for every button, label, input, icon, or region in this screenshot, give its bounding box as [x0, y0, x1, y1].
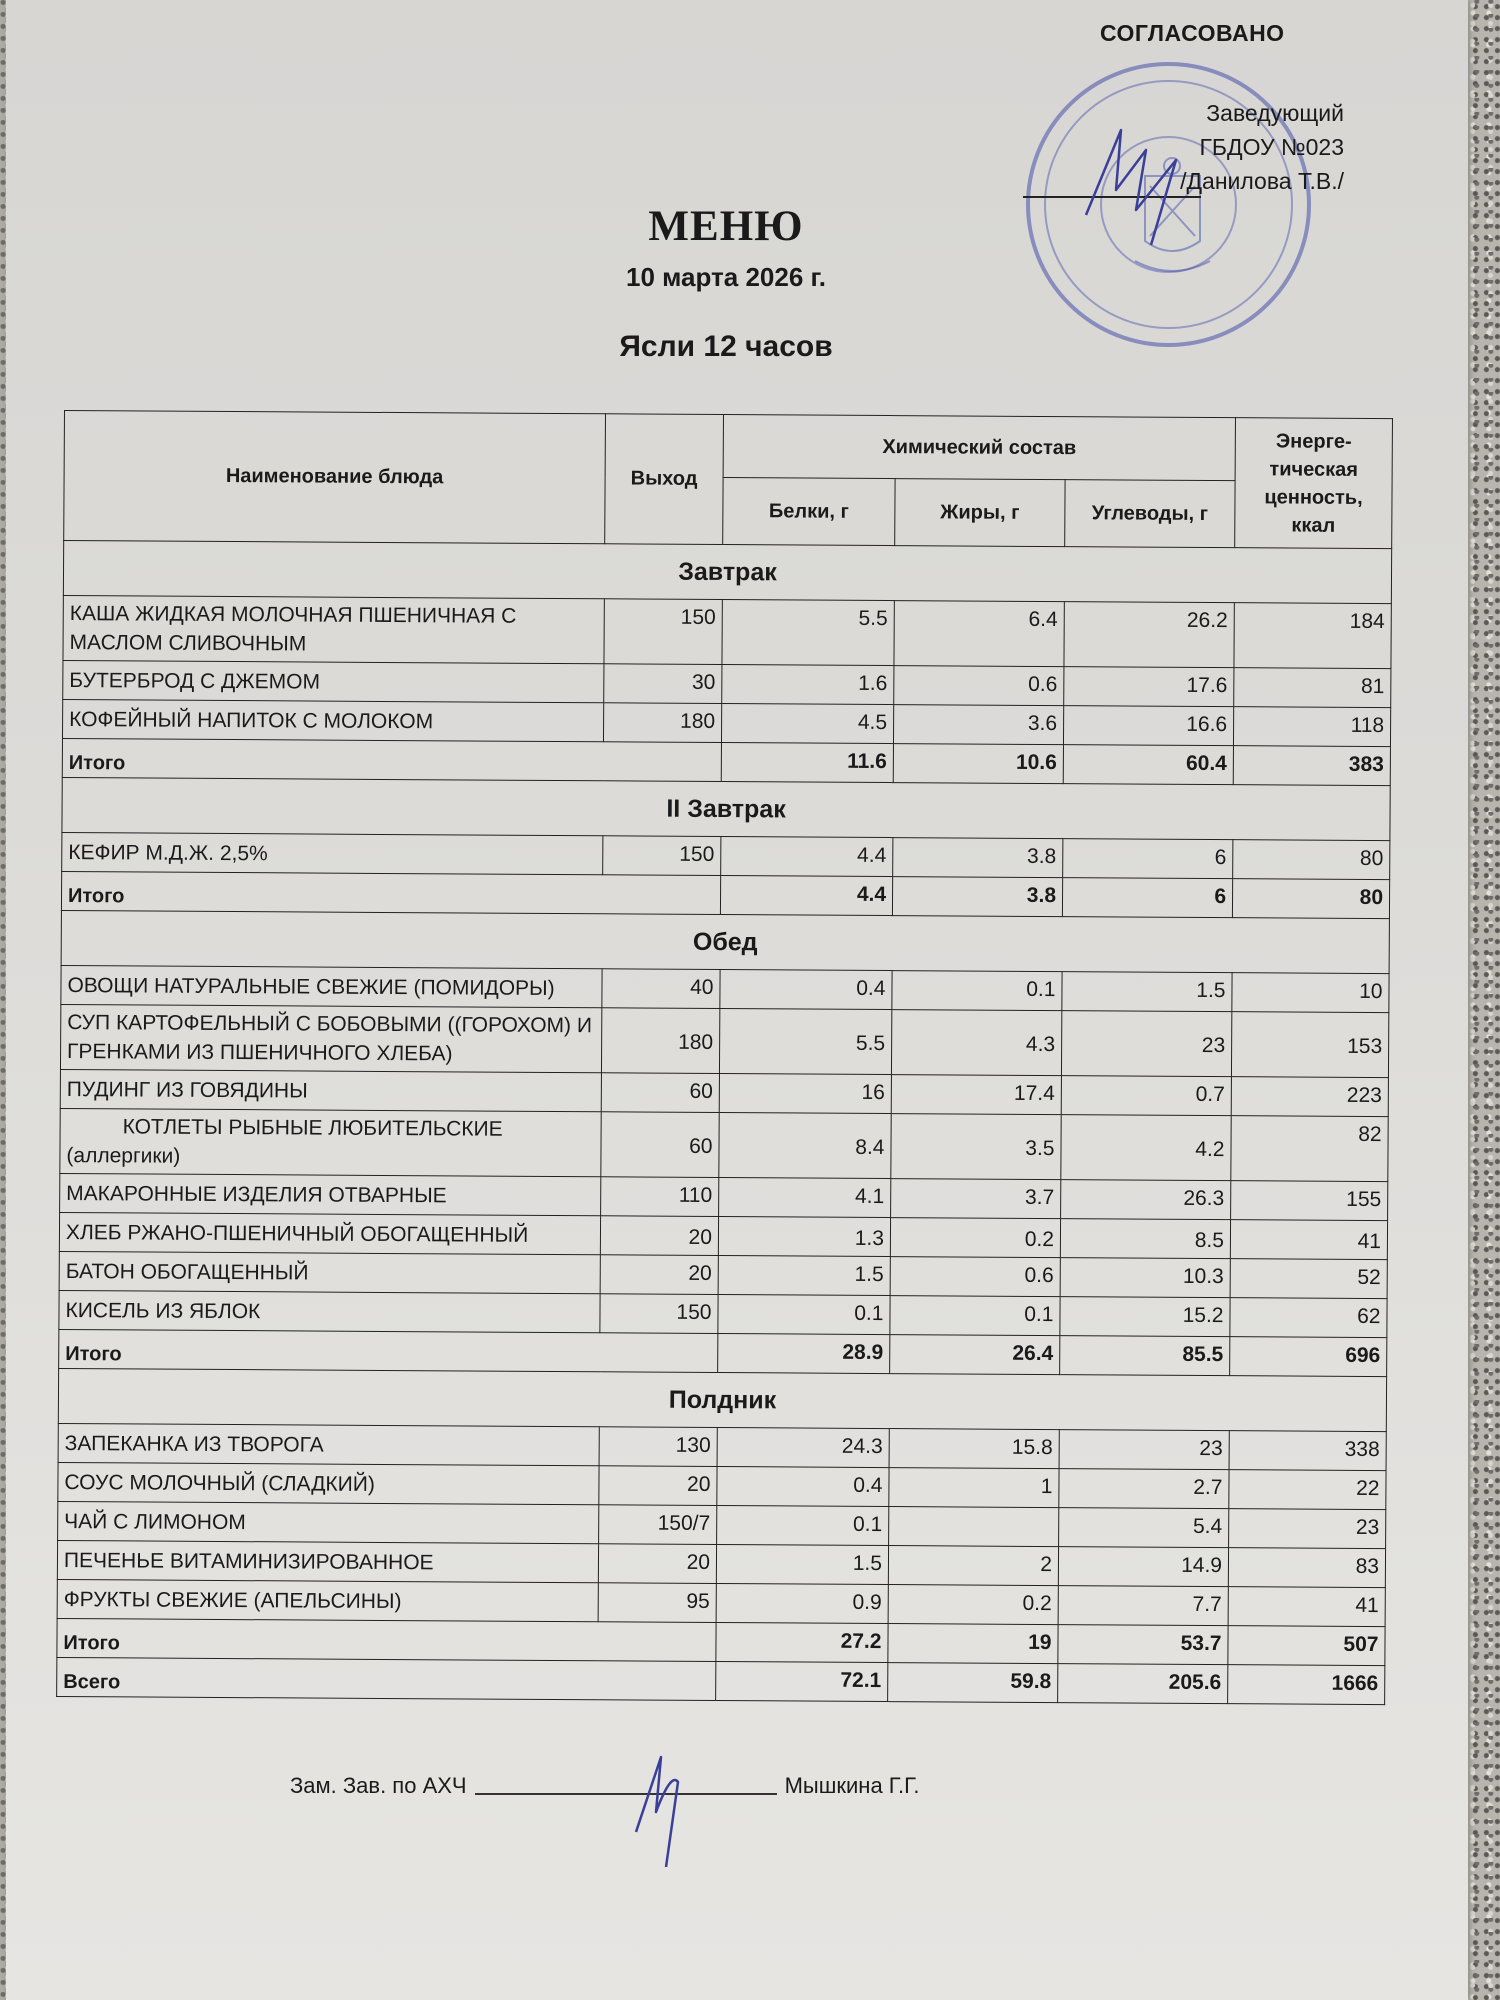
dish-portion: 150 — [603, 836, 721, 876]
dish-proteins: 5.5 — [722, 600, 894, 666]
grand-total-proteins: 72.1 — [716, 1662, 888, 1702]
grand-total-label: Всего — [57, 1657, 716, 1700]
approver-position: Заведующий — [1206, 100, 1344, 126]
dish-kcal: 118 — [1234, 707, 1391, 747]
dish-kcal: 52 — [1230, 1259, 1387, 1299]
section-breakfast — [63, 541, 1391, 604]
dish-carbs: 15.2 — [1060, 1297, 1230, 1337]
dish-name: КАША ЖИДКАЯ МОЛОЧНАЯ ПШЕНИЧНАЯ С МАСЛОМ СЛИВОЧНЫМ — [63, 595, 604, 663]
dish-portion: 180 — [603, 703, 721, 743]
section-lunch — [61, 910, 1389, 973]
dish-name: ЗАПЕКАНКА ИЗ ТВОРОГА — [58, 1423, 599, 1465]
dish-name: ХЛЕБ РЖАНО-ПШЕНИЧНЫЙ ОБОГАЩЕННЫЙ — [59, 1212, 600, 1254]
dish-name: ЧАЙ С ЛИМОНОМ — [58, 1501, 599, 1543]
approver-name: /Данилова Т.В./ — [1180, 168, 1344, 194]
dish-fats — [889, 1507, 1059, 1547]
dish-name: СОУС МОЛОЧНЫЙ (СЛАДКИЙ) — [58, 1462, 599, 1504]
dish-fats: 3.6 — [893, 705, 1063, 745]
dish-fats: 0.2 — [890, 1218, 1060, 1258]
dish-carbs: 10.3 — [1060, 1258, 1230, 1298]
dish-proteins: 0.9 — [716, 1584, 888, 1624]
dish-name: КЕФИР М.Д.Ж. 2,5% — [62, 832, 603, 874]
dish-fats: 0.1 — [892, 971, 1062, 1011]
dish-proteins: 5.5 — [719, 1009, 891, 1075]
dish-carbs: 4.2 — [1061, 1115, 1231, 1181]
dish-proteins: 24.3 — [717, 1428, 889, 1468]
dish-carbs: 26.3 — [1061, 1180, 1231, 1220]
footer-signatory: Мышкина Г.Г. — [784, 1773, 920, 1798]
total-fats: 3.8 — [892, 877, 1062, 917]
total-proteins: 27.2 — [716, 1623, 888, 1663]
dish-proteins: 4.4 — [721, 837, 893, 877]
dish-portion: 20 — [599, 1466, 717, 1506]
dish-kcal: 155 — [1231, 1181, 1388, 1221]
dish-portion: 180 — [601, 1008, 719, 1074]
dish-fats: 3.5 — [891, 1114, 1061, 1180]
dish-fats: 17.4 — [891, 1075, 1061, 1115]
dish-carbs: 6 — [1063, 839, 1233, 879]
dish-fats: 3.8 — [893, 838, 1063, 878]
dish-kcal: 153 — [1231, 1012, 1388, 1078]
dish-name: БАТОН ОБОГАЩЕННЫЙ — [59, 1251, 600, 1293]
dish-fats: 1 — [889, 1468, 1059, 1508]
total-kcal: 383 — [1233, 746, 1390, 786]
dish-carbs: 1.5 — [1062, 972, 1232, 1012]
dish-kcal: 41 — [1230, 1220, 1387, 1260]
total-label: Итого — [62, 738, 721, 781]
dish-proteins: 1.5 — [716, 1545, 888, 1585]
dish-portion: 20 — [600, 1255, 718, 1295]
total-carbs: 85.5 — [1060, 1336, 1230, 1376]
dish-carbs: 23 — [1061, 1011, 1231, 1077]
dish-fats: 15.8 — [889, 1429, 1059, 1469]
grand-total-fats: 59.8 — [888, 1663, 1058, 1703]
dish-name: ПУДИНГ ИЗ ГОВЯДИНЫ — [60, 1069, 601, 1111]
dish-proteins: 8.4 — [719, 1113, 891, 1179]
grand-total-kcal: 1666 — [1228, 1665, 1385, 1705]
dish-proteins: 1.3 — [718, 1217, 890, 1257]
dish-proteins: 4.5 — [721, 704, 893, 744]
dish-proteins: 16 — [719, 1074, 891, 1114]
dish-name: СУП КАРТОФЕЛЬНЫЙ С БОБОВЫМИ ((ГОРОХОМ) И ГРЕНКАМИ ИЗ ПШЕНИЧНОГО ХЛЕБА) — [60, 1004, 601, 1072]
table-row — [63, 595, 1391, 668]
dish-fats: 0.6 — [894, 666, 1064, 706]
dish-carbs: 5.4 — [1059, 1508, 1229, 1548]
dish-fats: 0.1 — [890, 1296, 1060, 1336]
dish-kcal: 82 — [1231, 1116, 1388, 1182]
dish-kcal: 184 — [1234, 603, 1391, 669]
section-title: Завтрак — [63, 541, 1391, 604]
menu-document — [6, 0, 1468, 2000]
total-label: Итого — [61, 871, 720, 914]
dish-proteins: 0.4 — [717, 1467, 889, 1507]
total-label: Итого — [59, 1329, 718, 1372]
dish-portion: 130 — [599, 1427, 717, 1467]
dish-fats: 2 — [888, 1546, 1058, 1586]
dish-proteins: 4.1 — [719, 1178, 891, 1218]
section-second-breakfast — [62, 777, 1390, 840]
dish-portion: 40 — [602, 969, 720, 1009]
dish-portion: 150/7 — [599, 1505, 717, 1545]
section-title: Обед — [61, 910, 1389, 973]
dish-name: КОТЛЕТЫ РЫБНЫЕ ЛЮБИТЕЛЬСКИЕ — [122, 1115, 503, 1141]
footer-position: Зам. Зав. по АХЧ — [290, 1773, 467, 1798]
dish-carbs: 17.6 — [1064, 667, 1234, 707]
header-chemical-composition: Химический состав — [723, 415, 1235, 481]
dish-name: ПЕЧЕНЬЕ ВИТАМИНИЗИРОВАННОЕ — [57, 1540, 598, 1582]
dish-kcal: 41 — [1228, 1587, 1385, 1627]
total-kcal: 80 — [1232, 879, 1389, 919]
dish-portion: 110 — [601, 1177, 719, 1217]
approver-organization: ГБДОУ №023 — [1199, 134, 1344, 160]
dish-fats: 0.2 — [888, 1585, 1058, 1625]
document-date: 10 марта 2026 г. — [626, 262, 826, 292]
dish-carbs: 23 — [1059, 1430, 1229, 1470]
dish-kcal: 80 — [1233, 840, 1390, 880]
dish-portion: 150 — [600, 1294, 718, 1334]
dish-portion: 30 — [604, 664, 722, 704]
section-title: Полдник — [58, 1368, 1386, 1431]
dish-carbs: 2.7 — [1059, 1469, 1229, 1509]
dish-kcal: 10 — [1232, 973, 1389, 1013]
header-carbs: Углеводы, г — [1065, 480, 1235, 548]
dish-fats: 3.7 — [891, 1179, 1061, 1219]
table-row — [60, 1108, 1388, 1181]
menu-table — [56, 410, 1393, 1705]
approval-heading: СОГЛАСОВАНО — [1100, 20, 1285, 46]
dish-portion: 150 — [604, 599, 722, 665]
dish-kcal: 81 — [1234, 668, 1391, 708]
dish-carbs: 14.9 — [1058, 1547, 1228, 1587]
header-proteins: Белки, г — [723, 478, 895, 546]
dish-fats: 4.3 — [891, 1010, 1061, 1076]
dish-proteins: 0.1 — [717, 1506, 889, 1546]
total-carbs: 6 — [1062, 878, 1232, 918]
section-title: II Завтрак — [62, 777, 1390, 840]
dish-portion: 60 — [601, 1112, 719, 1178]
header-fats: Жиры, г — [895, 479, 1065, 547]
footer-signature-icon — [626, 1752, 716, 1872]
total-fats: 19 — [888, 1624, 1058, 1664]
header-portion: Выход — [605, 414, 724, 545]
dish-carbs: 16.6 — [1063, 706, 1233, 746]
dish-name: КИСЕЛЬ ИЗ ЯБЛОК — [59, 1290, 600, 1332]
dish-name-cell — [60, 1108, 601, 1176]
dish-kcal: 23 — [1229, 1509, 1386, 1549]
grand-total-row — [57, 1657, 1385, 1704]
dish-kcal: 83 — [1228, 1548, 1385, 1588]
dish-kcal: 22 — [1229, 1470, 1386, 1510]
total-proteins: 4.4 — [720, 876, 892, 916]
header-dish-name: Наименование блюда — [64, 411, 606, 544]
total-carbs: 53.7 — [1058, 1625, 1228, 1665]
dish-name: ОВОЩИ НАТУРАЛЬНЫЕ СВЕЖИЕ (ПОМИДОРЫ) — [61, 965, 602, 1007]
dish-proteins: 0.1 — [718, 1295, 890, 1335]
total-proteins: 11.6 — [721, 743, 893, 783]
dish-carbs: 8.5 — [1060, 1219, 1230, 1259]
table-row — [60, 1004, 1388, 1077]
age-group: Ясли 12 часов — [619, 330, 833, 363]
dish-name: ФРУКТЫ СВЕЖИЕ (АПЕЛЬСИНЫ) — [57, 1579, 598, 1621]
dish-portion: 20 — [598, 1544, 716, 1584]
dish-name: БУТЕРБРОД С ДЖЕМОМ — [63, 660, 604, 702]
total-fats: 26.4 — [890, 1335, 1060, 1375]
total-kcal: 696 — [1230, 1337, 1387, 1377]
total-label: Итого — [57, 1618, 716, 1661]
total-fats: 10.6 — [893, 744, 1063, 784]
grand-total-carbs: 205.6 — [1058, 1664, 1228, 1704]
dish-fats: 0.6 — [890, 1257, 1060, 1297]
dish-carbs: 0.7 — [1061, 1076, 1231, 1116]
dish-proteins: 1.5 — [718, 1256, 890, 1296]
dish-portion: 60 — [601, 1073, 719, 1113]
dish-kcal: 338 — [1229, 1431, 1386, 1471]
section-afternoon-snack — [58, 1368, 1386, 1431]
dish-carbs: 7.7 — [1058, 1586, 1228, 1626]
dish-proteins: 1.6 — [722, 665, 894, 705]
dish-portion: 95 — [598, 1583, 716, 1623]
dish-carbs: 26.2 — [1064, 602, 1234, 668]
footer-signature-block — [290, 1773, 919, 1799]
dish-name: МАКАРОННЫЕ ИЗДЕЛИЯ ОТВАРНЫЕ — [60, 1173, 601, 1215]
dish-fats: 6.4 — [894, 601, 1064, 667]
dish-proteins: 0.4 — [720, 970, 892, 1010]
document-title: МЕНЮ — [648, 203, 804, 250]
dish-name: КОФЕЙНЫЙ НАПИТОК С МОЛОКОМ — [62, 699, 603, 741]
total-kcal: 507 — [1228, 1626, 1385, 1666]
total-carbs: 60.4 — [1063, 745, 1233, 785]
dish-note: (аллергики) — [66, 1144, 181, 1168]
dish-kcal: 62 — [1230, 1298, 1387, 1338]
dish-portion: 20 — [600, 1216, 718, 1256]
header-energy: Энерге-тическая ценность, ккал — [1235, 418, 1393, 549]
approver-block — [1180, 96, 1344, 198]
total-proteins: 28.9 — [718, 1334, 890, 1374]
dish-kcal: 223 — [1231, 1077, 1388, 1117]
